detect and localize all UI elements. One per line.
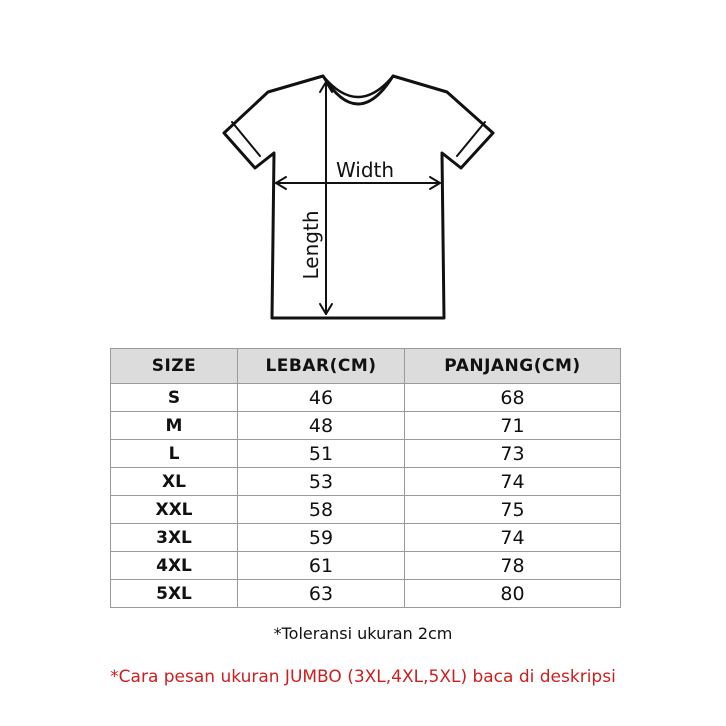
width-label: Width: [335, 158, 395, 182]
lebar-cell: 48: [238, 412, 405, 440]
header-lebar: LEBAR(CM): [238, 349, 405, 384]
table-row: [111, 440, 621, 468]
tolerance-note: *Toleransi ukuran 2cm: [273, 624, 453, 643]
lebar-cell: 61: [238, 552, 405, 580]
tshirt-diagram: [0, 0, 726, 340]
lebar-cell: 46: [238, 384, 405, 412]
table-row: [111, 552, 621, 580]
lebar-cell: 53: [238, 468, 405, 496]
size-cell: S: [111, 384, 238, 412]
size-cell: 3XL: [111, 524, 238, 552]
panjang-cell: 68: [405, 384, 621, 412]
jumbo-size-note: *Cara pesan ukuran JUMBO (3XL,4XL,5XL) baca di deskripsi: [110, 667, 616, 687]
table-row: [111, 580, 621, 608]
header-panjang: PANJANG(CM): [405, 349, 621, 384]
size-cell: M: [111, 412, 238, 440]
panjang-cell: 75: [405, 496, 621, 524]
table-header-row: [111, 349, 621, 384]
panjang-cell: 78: [405, 552, 621, 580]
size-cell: XL: [111, 468, 238, 496]
panjang-cell: 74: [405, 524, 621, 552]
size-cell: XXL: [111, 496, 238, 524]
panjang-cell: 71: [405, 412, 621, 440]
lebar-cell: 51: [238, 440, 405, 468]
table-row: [111, 524, 621, 552]
panjang-cell: 74: [405, 468, 621, 496]
lebar-cell: 58: [238, 496, 405, 524]
table-row: [111, 496, 621, 524]
table-row: [111, 384, 621, 412]
lebar-cell: 59: [238, 524, 405, 552]
table-row: [111, 412, 621, 440]
lebar-cell: 63: [238, 580, 405, 608]
length-label: Length: [299, 210, 323, 280]
size-cell: L: [111, 440, 238, 468]
panjang-cell: 73: [405, 440, 621, 468]
table-row: [111, 468, 621, 496]
size-cell: 4XL: [111, 552, 238, 580]
size-cell: 5XL: [111, 580, 238, 608]
header-size: SIZE: [111, 349, 238, 384]
panjang-cell: 80: [405, 580, 621, 608]
tshirt-outline-icon: [224, 76, 493, 318]
size-chart-table: [110, 348, 621, 608]
